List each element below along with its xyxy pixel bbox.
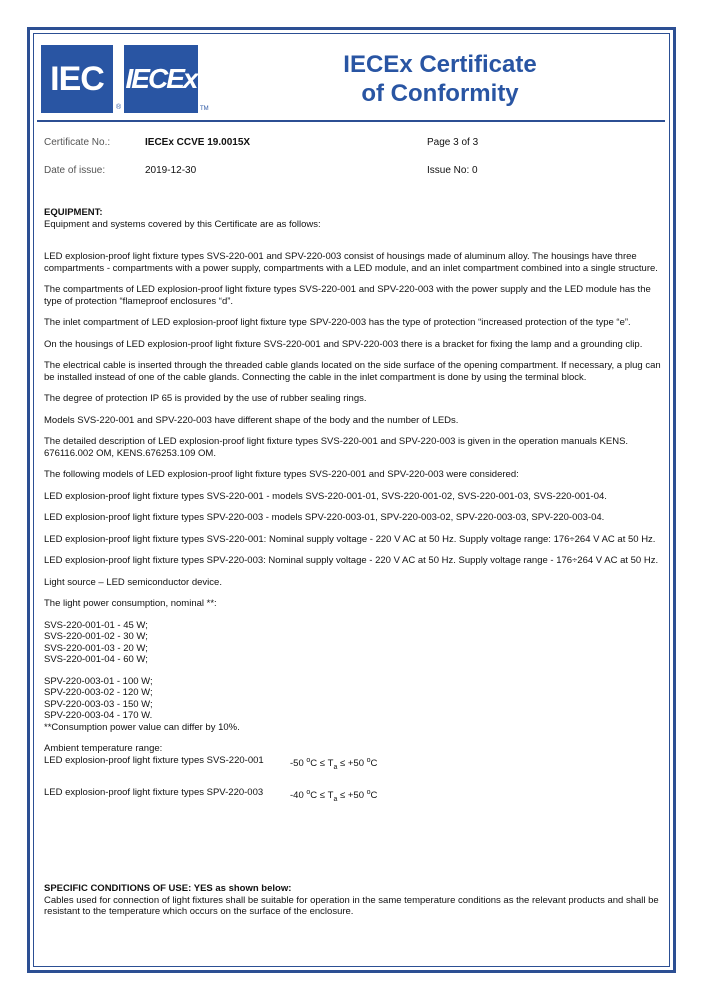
paragraph: On the housings of LED explosion-proof light fixture SVS-220-001 and SPV-220-003 there is a bracket for fixing the lamp and a grounding clip.	[44, 338, 643, 350]
registered-mark: ®	[116, 104, 122, 111]
certificate-label: Certificate No.:	[44, 137, 111, 148]
date-label: Date of issue:	[44, 165, 106, 176]
ambient-range: -40 $^oC \le T_a \le +50$ $^o$C	[290, 789, 378, 804]
list-item: SPV-220-003-03 - 150 W;	[44, 698, 153, 710]
equipment-intro: Equipment and systems covered by this Certificate are as follows:	[44, 218, 321, 230]
equipment-heading: EQUIPMENT:	[44, 207, 103, 218]
date-value: 2019-12-30	[145, 165, 197, 176]
paragraph: The degree of protection IP 65 is provided by the use of rubber sealing rings.	[44, 393, 367, 404]
iec-logo	[41, 45, 113, 113]
ambient-heading: Ambient temperature range:	[44, 743, 163, 754]
title-line-1: IECEx Certificate	[343, 51, 537, 78]
iec-logo-text: IEC	[50, 59, 104, 98]
paragraph: Light source – LED semiconductor device.	[44, 576, 222, 588]
list-item: SPV-220-003-04 - 170 W.	[44, 710, 153, 721]
specific-conditions-heading: SPECIFIC CONDITIONS OF USE: YES as shown below:	[44, 883, 292, 894]
paragraph: The inlet compartment of LED explosion-proof light fixture type SPV-220-003 has the type of protection “increased protection of the type “e”.	[44, 317, 631, 328]
ambient-label: LED explosion-proof light fixture types SPV-220-003	[44, 787, 264, 799]
svs-power-list	[44, 620, 662, 666]
trademark-mark: TM	[200, 106, 209, 112]
iecex-logo-text: IECEx	[125, 63, 197, 94]
paragraph: The compartments of LED explosion-proof light fixture types SVS-220-001 and SPV-220-003 with the power supply and the LED module has the type of protection “flameproof enclosures “d”.	[44, 284, 651, 307]
paragraph: The light power consumption, nominal **:	[44, 598, 217, 609]
list-item: SVS-220-001-01 - 45 W;	[44, 619, 148, 631]
list-item: SPV-220-003-02 - 120 W;	[44, 687, 153, 698]
ambient-label: LED explosion-proof light fixture types SVS-220-001	[44, 754, 264, 766]
ambient-row-spv	[44, 787, 662, 806]
list-item: SVS-220-001-03 - 20 W;	[44, 642, 148, 654]
spv-power-list	[44, 676, 662, 734]
paragraph: LED explosion-proof light fixture types SVS-220-001 - models SVS-220-001-01, SVS-220-001-02, SVS-220-001-03, SVS-220-001-04.	[44, 490, 607, 502]
document-title	[300, 50, 580, 108]
ambient-row-svs	[44, 755, 662, 774]
paragraph: LED explosion-proof light fixture types SPV-220-003: Nominal supply voltage - 220 V AC at 50 Hz. Supply voltage range - 176÷264 V AC at 50 Hz.	[44, 555, 659, 566]
issue-number: Issue No: 0	[427, 165, 478, 176]
paragraph: The electrical cable is inserted through the threaded cable glands located on the side surface of the opening compartment. If necessary, a plug can be installed instead of one of the cable glands. Connecting the cable in the inlet compartment is done by using the terminal block.	[44, 360, 661, 383]
title-line-2: of Conformity	[361, 80, 519, 107]
list-item: SPV-220-003-01 - 100 W;	[44, 675, 153, 687]
list-item: SVS-220-001-02 - 30 W;	[44, 631, 148, 642]
paragraph: The following models of LED explosion-proof light fixture types SVS-220-001 and SPV-220-003 were considered:	[44, 469, 519, 480]
paragraph: LED explosion-proof light fixture types SVS-220-001: Nominal supply voltage - 220 V AC at 50 Hz. Supply voltage range: 176÷264 V AC at 50 Hz.	[44, 533, 656, 545]
paragraph: The detailed description of LED explosion-proof light fixture types SVS-220-001 and SPV-220-003 is given in the operation manuals KENS. 676116.002 OM, KENS.676253.109 OM.	[44, 436, 629, 459]
equipment-section	[44, 207, 662, 820]
ambient-range: -50 $^oC \le T_a \le +50$ $^o$C	[290, 756, 378, 771]
paragraph: LED explosion-proof light fixture types SVS-220-001 and SPV-220-003 consist of housings made of aluminum alloy. The housings have three compartments - compartments with a power supply, compartments with a LED module, and an inlet compartment combined into a single structure.	[44, 251, 658, 274]
paragraph: LED explosion-proof light fixture types SPV-220-003 - models SPV-220-003-01, SPV-220-003-02, SPV-220-003-03, SPV-220-003-04.	[44, 512, 605, 523]
header-rule	[37, 120, 665, 122]
certificate-number: IECEx CCVE 19.0015X	[145, 137, 251, 148]
list-item: SVS-220-001-04 - 60 W;	[44, 654, 148, 665]
paragraph: Models SVS-220-001 and SPV-220-003 have different shape of the body and the number of LEDs.	[44, 414, 459, 426]
page-number: Page 3 of 3	[427, 137, 479, 148]
power-note: **Consumption power value can differ by 10%.	[44, 721, 240, 733]
iecex-logo	[124, 45, 198, 113]
specific-conditions-section	[44, 883, 662, 918]
specific-conditions-text: Cables used for connection of light fixtures shall be suitable for operation in the same temperature conditions as the relevant products and shall be resistant to the temperature which occurs on the surface of the enclosure.	[44, 894, 659, 917]
